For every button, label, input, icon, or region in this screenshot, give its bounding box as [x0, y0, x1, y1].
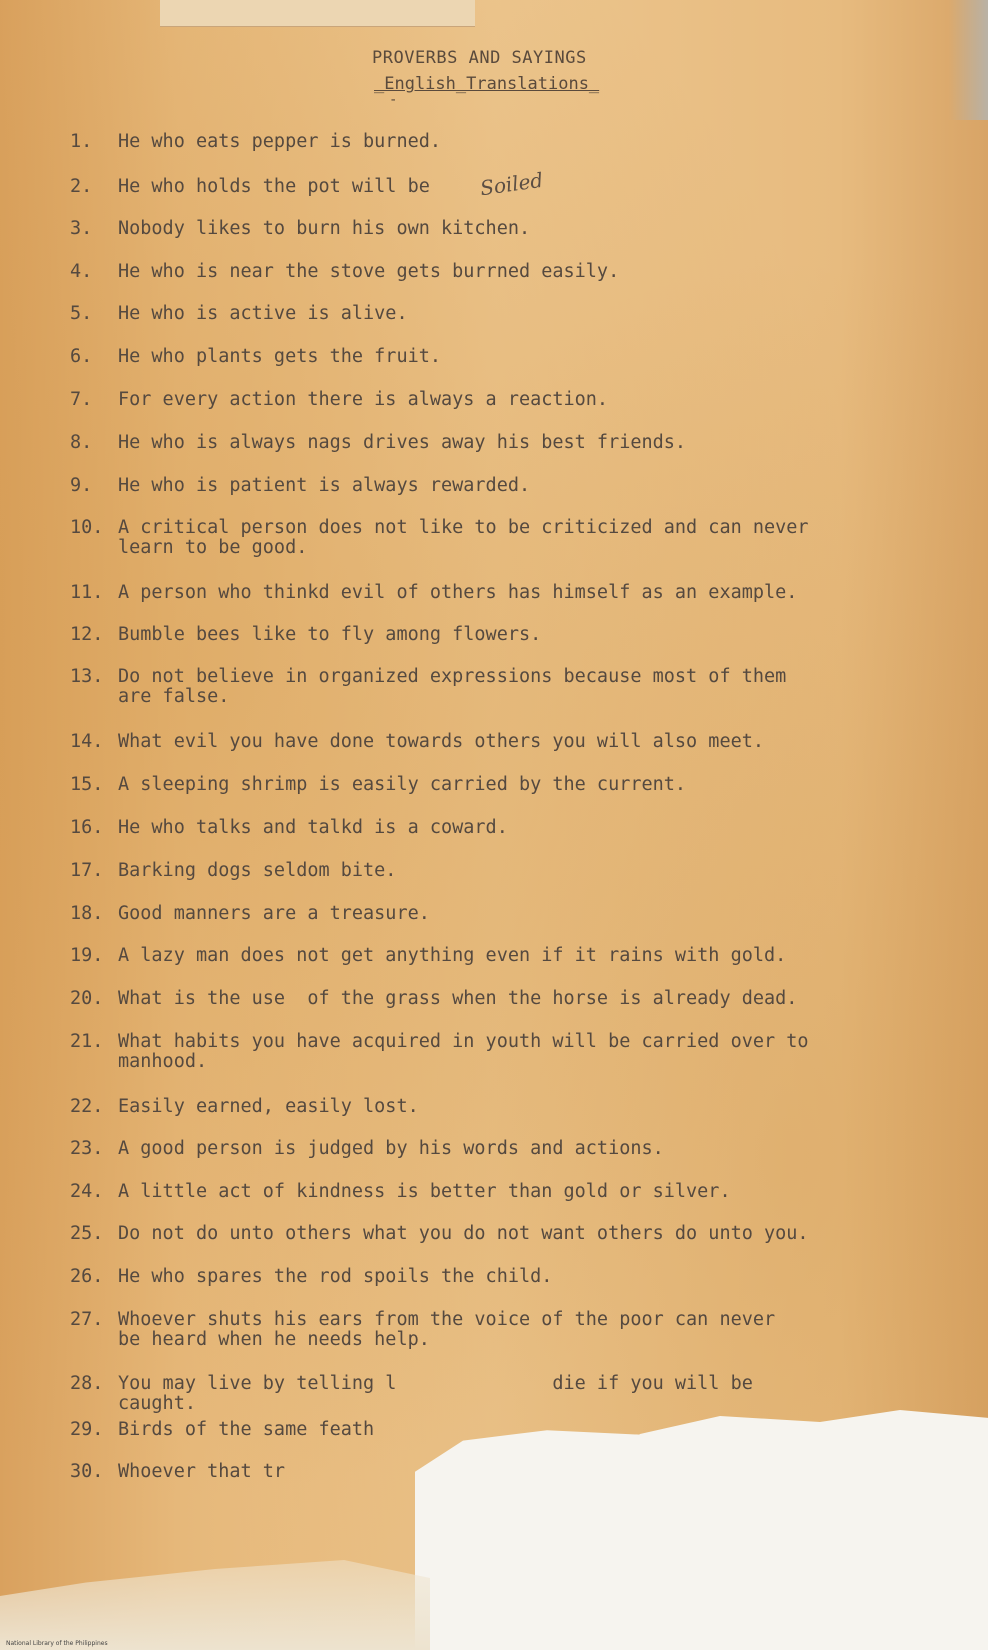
proverb-number: 28.	[70, 1373, 104, 1394]
proverb-item	[70, 1309, 950, 1350]
proverb-text: What habits you have acquired in youth will be carried over to	[118, 1031, 809, 1052]
proverb-item	[70, 1139, 950, 1159]
page-edge-shadow	[948, 0, 988, 120]
proverb-number: 13.	[70, 666, 104, 687]
proverb-text: He who is always nags drives away his best friends.	[118, 432, 687, 453]
proverb-text: He who is near the stove gets burrned easily.	[118, 261, 620, 282]
proverb-item	[70, 1224, 950, 1244]
proverb-continuation: manhood.	[118, 1051, 208, 1072]
proverb-continuation: are false.	[118, 686, 230, 707]
proverb-number: 25.	[70, 1223, 104, 1244]
proverb-text: For every action there is always a reaction.	[118, 389, 609, 410]
paper-tab	[160, 0, 475, 27]
proverb-text: Do not believe in organized expressions because most of them	[118, 666, 787, 687]
proverb-text: What evil you have done towards others you will also meet.	[118, 731, 765, 752]
proverb-number: 14.	[70, 731, 104, 752]
document-subtitle: _English_Translations_	[374, 74, 600, 94]
proverb-text: Whoever that tr	[118, 1461, 286, 1482]
footer-stamp: National Library of the Philippines	[6, 1640, 108, 1647]
proverb-number: 16.	[70, 817, 104, 838]
proverb-number: 22.	[70, 1096, 104, 1117]
proverb-text: Easily earned, easily lost.	[118, 1096, 419, 1117]
proverb-item	[70, 476, 950, 496]
proverb-text: A sleeping shrimp is easily carried by the current.	[118, 774, 687, 795]
proverb-text: A lazy man does not get anything even if it rains with gold.	[118, 945, 787, 966]
proverb-item	[70, 946, 950, 966]
proverb-text: What is the use of the grass when the horse is already dead.	[118, 988, 798, 1009]
document-title: PROVERBS AND SAYINGS	[372, 48, 587, 68]
proverb-number: 23.	[70, 1138, 104, 1159]
proverb-number: 17.	[70, 860, 104, 881]
proverb-item	[70, 304, 950, 324]
proverb-text: Birds of the same feath	[118, 1419, 375, 1440]
proverb-text: Barking dogs seldom bite.	[118, 860, 397, 881]
proverb-text: He who spares the rod spoils the child.	[118, 1266, 553, 1287]
proverb-text: A good person is judged by his words and actions.	[118, 1138, 664, 1159]
proverb-item	[70, 517, 950, 558]
worn-bottom-edge	[0, 1560, 430, 1650]
proverb-text: Whoever shuts his ears from the voice of the poor can never	[118, 1309, 776, 1330]
proverb-item	[70, 625, 950, 645]
proverb-item	[70, 1031, 950, 1072]
proverb-number: 7.	[70, 389, 93, 410]
proverb-number: 5.	[70, 303, 93, 324]
proverb-item	[70, 219, 950, 239]
proverb-text: A critical person does not like to be criticized and can never	[118, 517, 809, 538]
proverb-number: 4.	[70, 261, 93, 282]
proverb-item	[70, 666, 950, 707]
proverb-item	[70, 1182, 950, 1202]
proverb-number: 3.	[70, 218, 93, 239]
proverb-item	[70, 177, 950, 197]
proverb-text: He who holds the pot will be	[118, 176, 430, 197]
proverb-number: 18.	[70, 903, 104, 924]
proverb-text: He who eats pepper is burned.	[118, 131, 442, 152]
proverb-text: He who is active is alive.	[118, 303, 408, 324]
proverb-item	[70, 818, 950, 838]
torn-corner	[415, 1425, 988, 1650]
proverb-item	[70, 1373, 950, 1414]
proverb-text: You may live by telling l die if you will be	[118, 1373, 753, 1394]
proverb-number: 21.	[70, 1031, 104, 1052]
proverb-text: Do not do unto others what you do not want others do unto you.	[118, 1223, 809, 1244]
proverb-number: 1.	[70, 131, 93, 152]
proverb-number: 27.	[70, 1309, 104, 1330]
proverb-text: He who talks and talkd is a coward.	[118, 817, 508, 838]
proverb-text: He who is patient is always rewarded.	[118, 475, 531, 496]
proverb-number: 12.	[70, 624, 104, 645]
handwritten-note: Soiled	[478, 167, 545, 201]
proverb-item	[70, 1097, 950, 1117]
proverb-item	[70, 1267, 950, 1287]
proverb-text: Nobody likes to burn his own kitchen.	[118, 218, 531, 239]
proverb-item	[70, 132, 950, 152]
proverb-continuation: caught.	[118, 1393, 196, 1414]
proverb-number: 30.	[70, 1461, 104, 1482]
proverb-item	[70, 433, 950, 453]
proverb-number: 10.	[70, 517, 104, 538]
proverb-text: A person who thinkd evil of others has himself as an example.	[118, 582, 798, 603]
proverb-continuation: learn to be good.	[118, 537, 308, 558]
proverb-item	[70, 390, 950, 410]
proverb-number: 20.	[70, 988, 104, 1009]
title-dash: -	[389, 92, 398, 108]
proverb-number: 19.	[70, 945, 104, 966]
proverb-number: 15.	[70, 774, 104, 795]
proverb-item	[70, 347, 950, 367]
proverb-item	[70, 262, 950, 282]
proverb-text: Bumble bees like to fly among flowers.	[118, 624, 542, 645]
proverb-number: 8.	[70, 432, 93, 453]
proverb-number: 11.	[70, 582, 104, 603]
proverb-continuation: be heard when he needs help.	[118, 1329, 430, 1350]
proverb-text: He who plants gets the fruit.	[118, 346, 442, 367]
proverb-item	[70, 583, 950, 603]
proverb-number: 26.	[70, 1266, 104, 1287]
proverb-number: 9.	[70, 475, 93, 496]
proverb-text: Good manners are a treasure.	[118, 903, 430, 924]
proverb-number: 24.	[70, 1181, 104, 1202]
proverb-number: 29.	[70, 1419, 104, 1440]
proverb-item	[70, 732, 950, 752]
proverb-text: A little act of kindness is better than gold or silver.	[118, 1181, 731, 1202]
proverb-item	[70, 775, 950, 795]
proverb-item	[70, 904, 950, 924]
proverb-number: 6.	[70, 346, 93, 367]
proverb-item	[70, 861, 950, 881]
proverb-item	[70, 989, 950, 1009]
proverb-number: 2.	[70, 176, 93, 197]
